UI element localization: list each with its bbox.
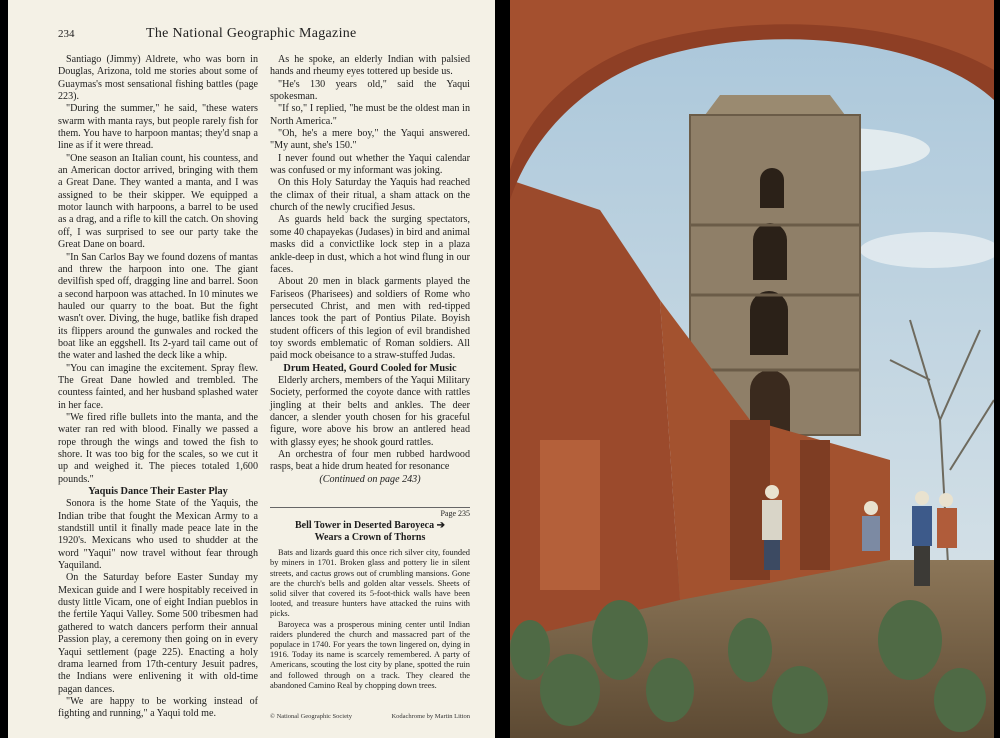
photo-caption <box>270 509 470 691</box>
paragraph: As guards held back the surging spectators, some 40 chapayekas (Judases) in bird and animal masks did a convictlike lock step in a plaza ankle-deep in dust, which a hot wind flung in our faces. <box>270 214 470 275</box>
caption-divider <box>270 507 470 508</box>
paragraph: As he spoke, an elderly Indian with palsied hands and rheumy eyes tottered up beside us. <box>270 54 470 78</box>
paragraph: About 20 men in black garments played the Fariseos (Pharisees) and soldiers of Rome who persecuted Christ, and men with red-tipped lances took the part of Pontius Pilate. Boyish student officers of this legion of evil brandished toy swords emblematic of Roman soldiers. All paid mock obeisance to a straw-stuffed Judas. <box>270 276 470 362</box>
paragraph: "He's 130 years old," said the Yaqui spokesman. <box>270 78 470 103</box>
paragraph: "We fired rifle bullets into the manta, and the water ran red with blood. Finally we passed a rope through the wings and towed the fish to shore. It was too big for the scales, so we cut it up and weighed it. The pieces totaled 1,600 pounds." <box>58 411 258 485</box>
copyright: © National Geographic Society <box>270 713 353 720</box>
magazine-title: The National Geographic Magazine <box>146 26 357 41</box>
text-column-right <box>270 54 470 486</box>
caption-page-ref: Page 235 <box>440 509 470 518</box>
page-number: 234 <box>58 28 75 40</box>
arrow-icon: ➔ <box>436 520 445 532</box>
paragraph: "During the summer," he said, "these waters swarm with manta rays, but people rarely fish for them. You have to harpoon mantas; they'd snap a line as if it were thread. <box>58 103 258 152</box>
paragraph: Sonora is the home State of the Yaquis, the Indian tribe that fought the Mexican Army to a standstill until it finally made peace late in the 1920's. Mexicans who used to shudder at the word "Yaqui" now travel without fear through Yaquiland. <box>58 498 258 572</box>
photo-credit: Kodachrome by Martin Litton <box>391 713 470 720</box>
continued-link: (Continued on page 243) <box>319 473 421 485</box>
paragraph: "We are happy to be working instead of fighting and running," a Yaqui told me. <box>58 695 258 720</box>
caption-paragraph: Bats and lizards guard this once rich silver city, founded by miners in 1701. Broken glass and pottery lie in silent streets, and cactus grows out of crumbling mansions. Gone are the church's bells and golden altar vessels. Sheets of solid silver that covered its 5-foot-thick walls have been looted, and treasure hunters have attacked the ruins with picks. <box>270 548 470 619</box>
paragraph: I never found out whether the Yaqui calendar was confused or my informant was joking. <box>270 152 470 177</box>
paragraph: An orchestra of four men rubbed hardwood rasps, beat a hide drum heated for resonance <box>270 449 470 473</box>
paragraph: Santiago (Jimmy) Aldrete, who was born in Douglas, Arizona, told me stories about some of Guaymas's most sensational fishing battles (page 223). <box>58 54 258 103</box>
bell-tower-photo <box>510 0 994 738</box>
left-magazine-page <box>8 0 495 738</box>
subheading: Drum Heated, Gourd Cooled for Music <box>283 362 457 374</box>
paragraph: "Oh, he's a mere boy," the Yaqui answered. "My aunt, she's 150." <box>270 128 470 152</box>
paragraph: "One season an Italian count, his countess, and an American doctor arrived, bringing with them a Great Dane. They wanted a manta, and I was assigned to be their skipper. We equipped a motor launch with harpoons, a barrel to be used as a drag, and a rifle to kill the catch. On shoving off, I was surprised to see our party take the Great Dane on board. <box>58 152 258 251</box>
paragraph: "In San Carlos Bay we found dozens of mantas and threw the harpoon into one. The giant devilfish sped off, dragging line and barrel. Soon a second harpoon was attached. In 10 minutes we hauled our quarry to the boat. But the fight wasn't over. Diving, the huge, batlike fish draped its flippers around the gunwales and rocked the boat like an eggshell. Its 2-yard tail came out of the water and lashed the deck like a whip. <box>58 251 258 362</box>
page-header <box>58 28 470 46</box>
paragraph: On this Holy Saturday the Yaquis had reached the climax of their ritual, a sham attack on the church of the newly crucified Jesus. <box>270 177 470 214</box>
ruin-photo-illustration <box>510 0 994 738</box>
paragraph: "You can imagine the excitement. Spray flew. The Great Dane howled and trembled. The countess fainted, and her husband splashed water in her face. <box>58 362 258 411</box>
text-column-left <box>58 54 258 721</box>
caption-title: Bell Tower in Deserted Baroyeca ➔ Wears a Crown of Thorns <box>295 520 445 544</box>
subheading: Yaquis Dance Their Easter Play <box>88 486 228 498</box>
paragraph: Elderly archers, members of the Yaqui Military Society, performed the coyote dance with rattles jingling at their belts and ankles. The deer dancer, a slender youth chosen for his graceful figure, wore above his brow an antlered head with glassy eyes; he shook gourd rattles. <box>270 374 470 448</box>
paragraph: "If so," I replied, "he must be the oldest man in North America." <box>270 103 470 127</box>
caption-paragraph: Baroyeca was a prosperous mining center until Indian raiders plundered the church and massacred part of the populace in 1740. For years the town lingered on, dying in 1916. Today its name is scarcely remembered. A party of Americans, scouting the lost city by plane, spotted the ruin and followed through on a track. They cleared the abandoned Camino Real by chopping down trees. <box>270 619 470 690</box>
paragraph: On the Saturday before Easter Sunday my Mexican guide and I were hospitably received in dusty little Vicam, one of eight Indian pueblos in the fertile Yaqui Valley. Some 500 tribesmen had gathered to watch dancers perform their annual Passion play, a ceremony then going on in every Yaqui settlement (page 225). Enacting a holy drama learned from 17th-century Jesuit padres, the Indians were enlivening it with old-time pagan dances. <box>58 572 258 695</box>
